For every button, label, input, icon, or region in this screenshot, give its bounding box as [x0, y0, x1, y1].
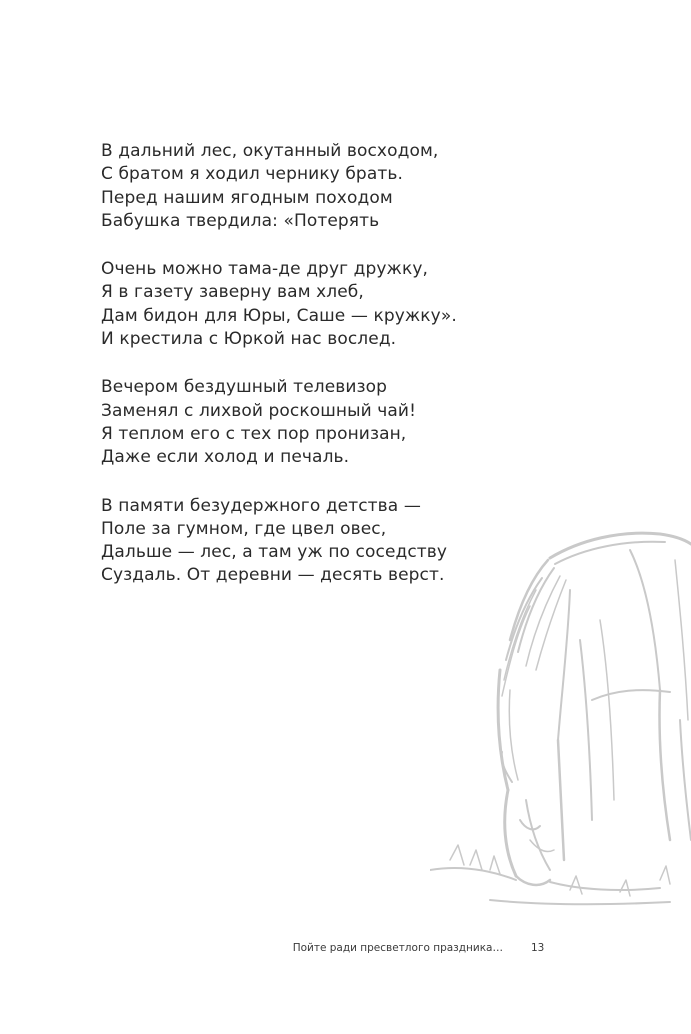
stanza-2 — [101, 258, 521, 351]
page-footer — [0, 942, 691, 958]
poem-line: Заменял с лихвой роскошный чай! — [101, 400, 416, 421]
stanza-3 — [101, 376, 521, 469]
poem-line: Очень можно тама-де друг дружку, — [101, 259, 428, 280]
poem-line: Даже если холод и печаль. — [101, 447, 350, 468]
poem-line: В дальний лес, окутанный восходом, — [101, 141, 439, 161]
poem-line: С братом я ходил чернику брать. — [101, 164, 403, 185]
poem-line: Вечером бездушный телевизор — [101, 377, 388, 398]
poem-line: Я в газету заверну вам хлеб, — [101, 282, 364, 303]
running-title: Пойте ради пресветлого праздника… — [292, 942, 503, 954]
stanza-1 — [101, 140, 521, 233]
poem-line: Дальше — лес, а там уж по соседству — [101, 542, 448, 563]
poem-line: Я теплом его с тех пор пронизан, — [101, 423, 407, 444]
page-number: 13 — [531, 942, 545, 954]
poem-line: Перед нашим ягодным походом — [101, 187, 393, 208]
poem-line: И крестила с Юркой нас вослед. — [101, 329, 397, 350]
poem-line: Бабушка твердила: «Потерять — [101, 210, 380, 231]
poem-line: Суздаль. От деревни — десять верст. — [101, 565, 445, 586]
horse-illustration — [430, 520, 691, 910]
poem-line: В памяти безудержного детства — — [101, 495, 421, 516]
poem-line: Поле за гумном, где цвел овес, — [101, 518, 387, 539]
poem-line: Дам бидон для Юры, Саше — кружку». — [101, 305, 457, 326]
